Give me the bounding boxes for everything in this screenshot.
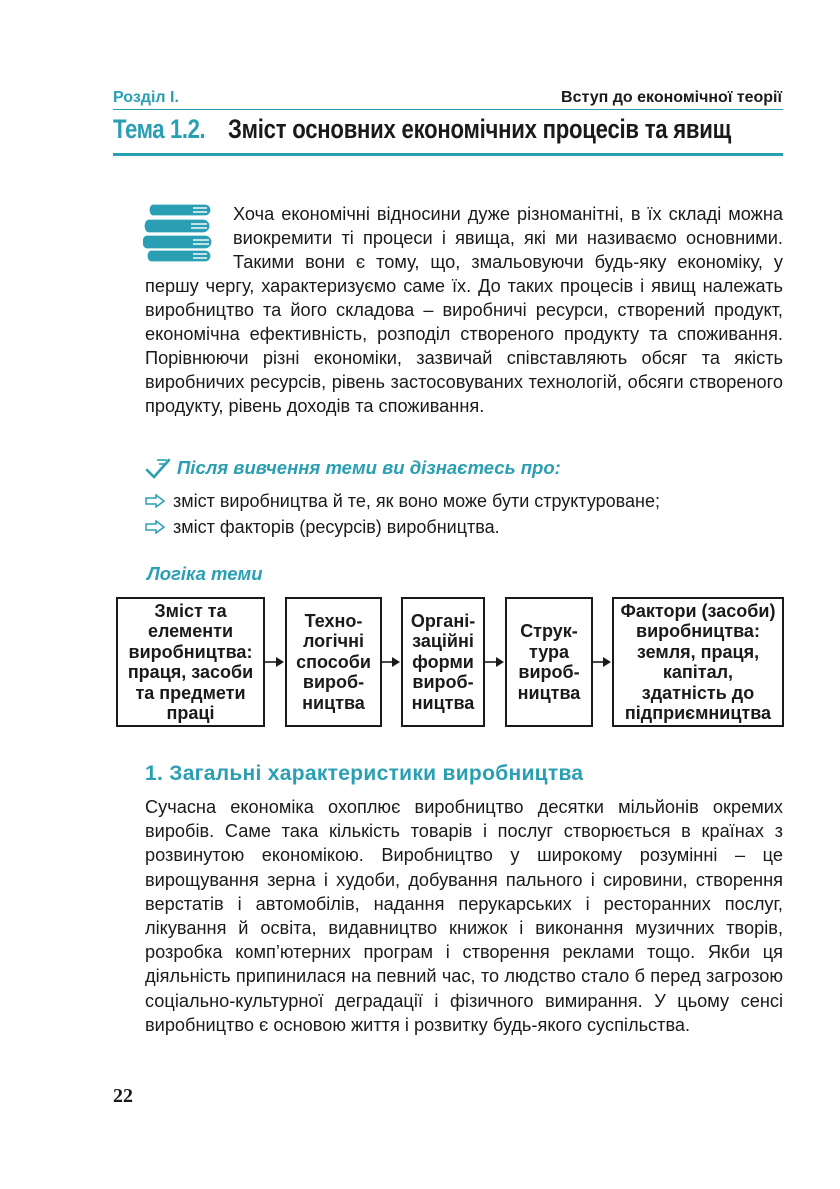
box-line: підприємництва	[624, 703, 772, 723]
section-body	[145, 795, 783, 1037]
flow-arrow-icon	[485, 655, 505, 669]
section-label: Розділ І.	[113, 89, 179, 106]
box-line: Струк-	[520, 621, 578, 641]
box-line: Зміст та	[154, 600, 227, 621]
flow-box-factors	[612, 597, 784, 727]
arrow-right-icon	[145, 520, 165, 534]
logic-heading: Логіка теми	[147, 563, 263, 584]
box-line: заційні	[412, 631, 474, 652]
box-line: Органі-	[410, 610, 476, 631]
section-heading: 1. Загальні характеристики виробництва	[145, 762, 584, 785]
flow-box-org-forms	[401, 597, 485, 727]
section-body-text: Сучасна економіка охоплює виробництво десятки мільйонів окремих виробів. Саме така кількість товарів і послуг створюється в країнах з розвинутою економікою. Виробництво у широкому розумінні – це вирощування зерна і худоби, добування пального і сировини, створення верстатів і автомобілів, надання перукарських і ресторанних послуг, лікування й освіта, видавництво книжок і виконання музичних творів, розробка комп’ютерних програм і створення реклами тощо. Якби ця діяльність припинилася на певний час, то людство стало б перед загрозою соціально-культурної деградації і фізичного вимирання. У цьому сенсі виробництво є основою життя і розвитку будь-якого суспільства.	[145, 797, 783, 1035]
header-rule	[113, 109, 783, 110]
checkmark-pen-icon	[145, 456, 171, 480]
box-line: елементи	[147, 621, 234, 641]
box-line: логічні	[302, 631, 364, 652]
learn-heading	[145, 456, 561, 480]
box-line: праця, засоби	[127, 662, 254, 682]
box-line: виробництва:	[128, 641, 253, 662]
intro-paragraph	[145, 202, 783, 418]
box-line: ництва	[302, 692, 365, 713]
topic-number: Тема 1.2.	[113, 114, 206, 144]
flow-box-content-elements	[116, 597, 265, 727]
learn-list	[145, 488, 660, 540]
box-line: виробництва:	[636, 621, 760, 641]
box-line: форми	[412, 651, 474, 672]
arrow-right-icon	[145, 494, 165, 508]
flow-box-tech-methods	[285, 597, 382, 727]
box-line: вироб-	[412, 672, 474, 693]
box-line: Фактори (засоби)	[620, 600, 776, 621]
learn-heading-text: Після вивчення теми ви дізнаєтесь про:	[177, 457, 561, 478]
list-item	[145, 514, 660, 540]
box-line: капітал,	[662, 662, 734, 682]
box-line: вироб-	[518, 662, 580, 682]
box-line: вироб-	[302, 672, 365, 693]
box-line: Техно-	[304, 610, 363, 631]
flow-arrow-icon	[593, 655, 612, 669]
intro-text: Хоча економічні відносини дуже різноманітні, в їх складі можна виокремити ті процеси і явища, які ми називаємо основними. Такими вони є тому, що, змальовуючи будь-яку економіку, у першу чергу, характеризуємо саме їх. До таких процесів і явищ належать виробництво та його складова – виробничі ресурси, створений продукт, економічна ефективність, розподіл створеного продукту та споживання. Порівнюючи різні економіки, зазвичай співставляють обсяг та якість виробничих ресурсів, рівень застосовуваних технологій, обсяги створеного продукту, рівень доходів та споживання.	[145, 204, 783, 416]
box-line: здатність до	[641, 682, 755, 703]
topic-title: Зміст основних економічних процесів та явищ	[228, 114, 732, 144]
box-line: тура	[528, 641, 570, 662]
title-rule	[113, 153, 783, 156]
box-line: земля, праця,	[636, 641, 760, 662]
box-line: ництва	[411, 692, 475, 713]
running-head: Вступ до економічної теорії	[561, 89, 782, 106]
box-line: та предмети	[135, 682, 246, 703]
box-line: праці	[166, 703, 215, 723]
list-item-text: зміст виробництва й те, як воно може бути структуроване;	[173, 491, 660, 511]
box-line: способи	[296, 651, 371, 672]
page-number: 22	[113, 1085, 133, 1107]
flow-arrow-icon	[265, 655, 285, 669]
flow-box-structure	[505, 597, 593, 727]
list-item-text: зміст факторів (ресурсів) виробництва.	[173, 517, 500, 537]
list-item	[145, 488, 660, 514]
flow-arrow-icon	[382, 655, 401, 669]
box-line: ництва	[517, 682, 581, 703]
